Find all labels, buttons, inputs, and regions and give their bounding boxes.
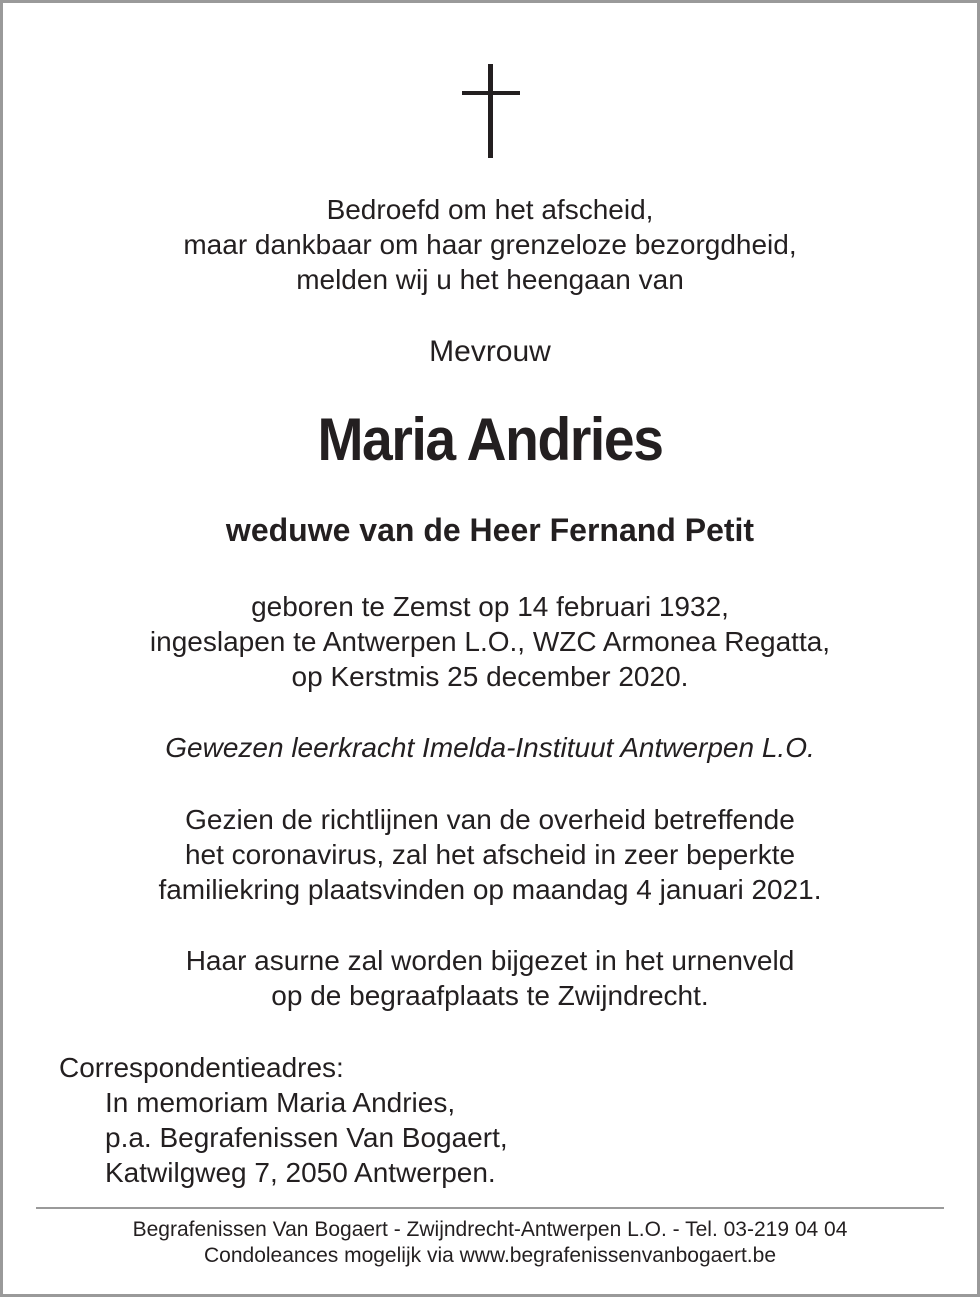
funeral-notice — [0, 802, 980, 907]
footer — [0, 1217, 980, 1269]
profession: Gewezen leerkracht Imelda-Instituut Antwerpen L.O. — [165, 732, 815, 763]
funeral-line: Gezien de richtlijnen van de overheid betreffende — [185, 804, 795, 835]
funeral-line: familiekring plaatsvinden op maandag 4 januari 2021. — [158, 874, 822, 905]
footer-line: Begrafenissen Van Bogaert - Zwijndrecht-Antwerpen L.O. - Tel. 03-219 04 04 — [132, 1218, 848, 1241]
cross-icon — [462, 64, 520, 158]
correspondence-address — [59, 1050, 508, 1190]
address-line: Katwilgweg 7, 2050 Antwerpen. — [105, 1157, 496, 1188]
title-word: Mevrouw — [429, 335, 551, 368]
intro-line: maar dankbaar om haar grenzeloze bezorgdheid, — [183, 229, 797, 260]
cross-vertical-bar — [488, 64, 493, 158]
footer-divider — [36, 1207, 944, 1209]
address-line: In memoriam Maria Andries, — [105, 1087, 456, 1118]
urn-notice — [0, 943, 980, 1013]
widow-of: weduwe van de Heer Fernand Petit — [225, 512, 755, 548]
address-line: p.a. Begrafenissen Van Bogaert, — [105, 1122, 508, 1153]
footer-line: Condoleances mogelijk via www.begrafenissenvanbogaert.be — [203, 1244, 776, 1267]
deceased-name: Maria Andries — [317, 406, 663, 473]
urn-line: op de begraafplaats te Zwijndrecht. — [271, 980, 709, 1011]
intro-line: Bedroefd om het afscheid, — [326, 194, 654, 225]
dates-line: ingeslapen te Antwerpen L.O., WZC Armonea Regatta, — [149, 626, 831, 657]
urn-line: Haar asurne zal worden bijgezet in het urnenveld — [185, 945, 795, 976]
correspondence-heading: Correspondentieadres: — [59, 1052, 344, 1083]
dates-line: geboren te Zemst op 14 februari 1932, — [251, 591, 729, 622]
funeral-line: het coronavirus, zal het afscheid in zeer beperkte — [184, 839, 796, 870]
dates-line: op Kerstmis 25 december 2020. — [291, 661, 689, 692]
cross-horizontal-bar — [462, 91, 520, 95]
intro-line: melden wij u het heengaan van — [296, 264, 684, 295]
intro-text — [0, 192, 980, 297]
birth-death-dates — [0, 589, 980, 694]
